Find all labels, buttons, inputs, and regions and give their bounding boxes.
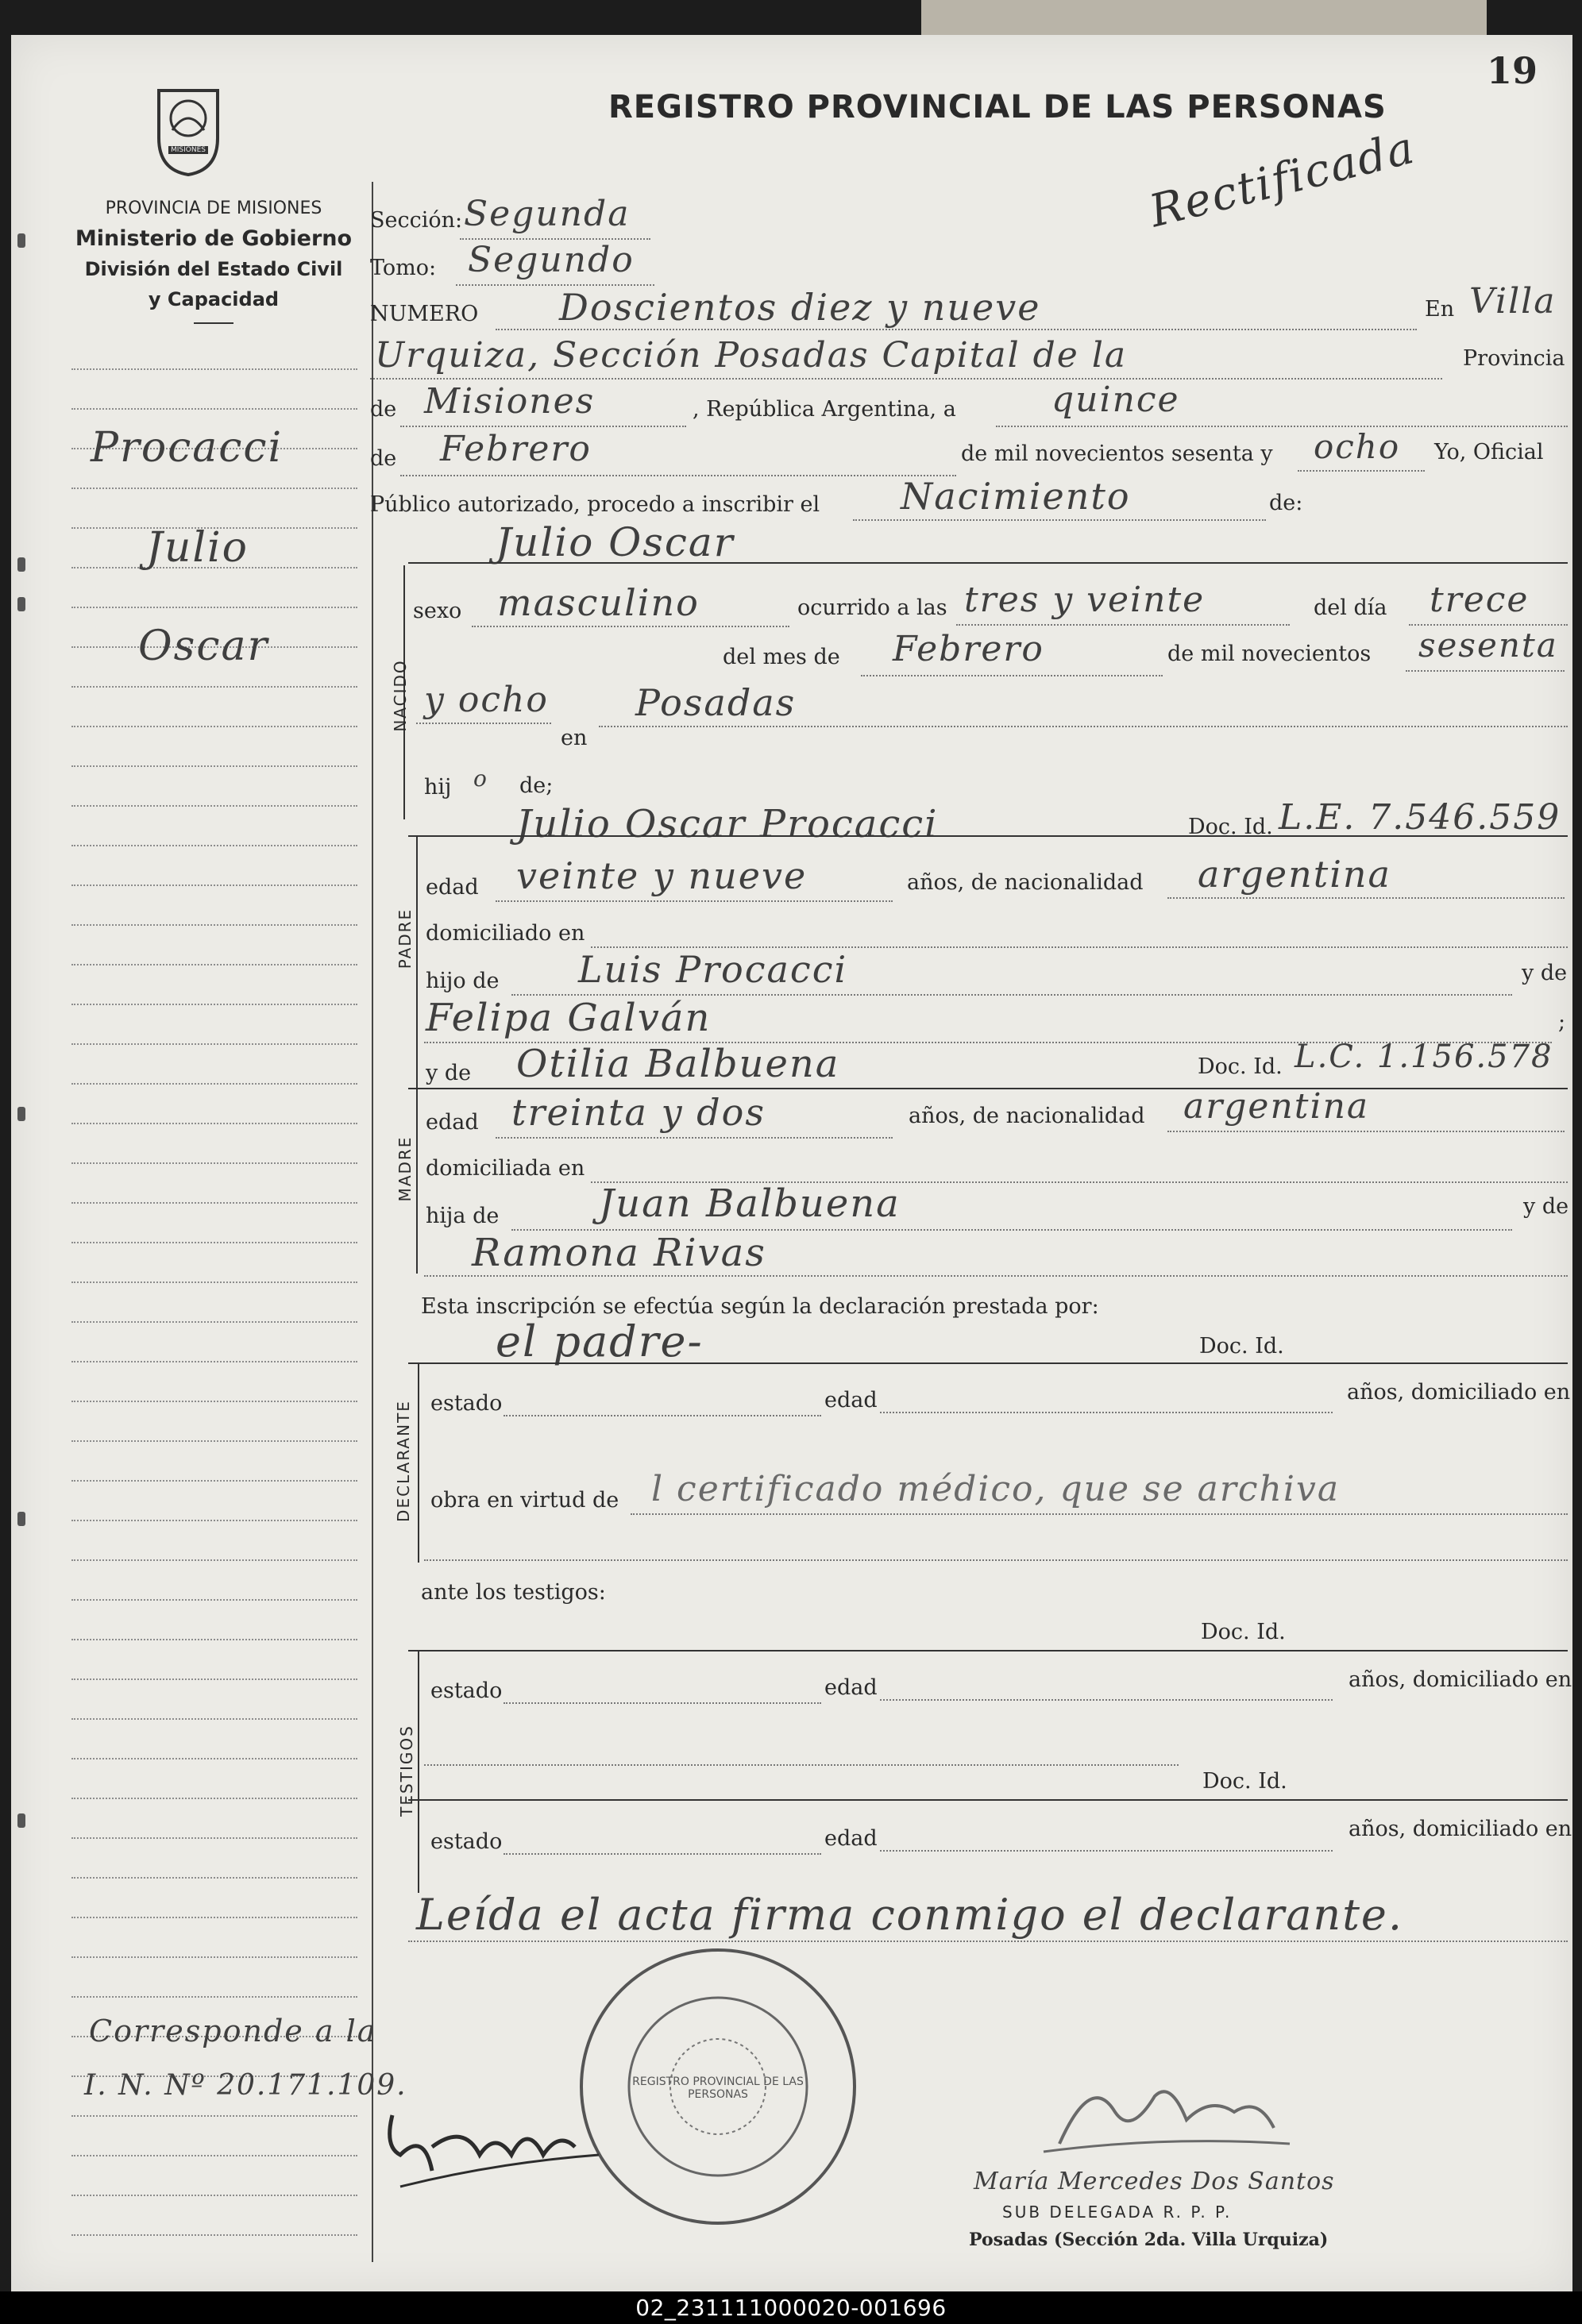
margin-rule (71, 2155, 357, 2156)
testigo2-estado-line (504, 1853, 821, 1855)
margin-rule (71, 964, 357, 965)
padre-hijo-label: hijo de (426, 969, 500, 993)
hij-label: hij (424, 775, 452, 800)
margin-rule (71, 408, 357, 410)
madre-nac-line (1167, 1131, 1565, 1132)
madre-edad-line (496, 1137, 893, 1139)
place-value: Urquiza, Sección Posadas Capital de la (375, 335, 1128, 376)
margin-rule (71, 1520, 357, 1521)
padre-madre-value: Felipa Galván (426, 996, 712, 1040)
testigo1-doc-label: Doc. Id. (1201, 1620, 1286, 1644)
org-underline (194, 322, 233, 324)
padre-bar (416, 835, 418, 1050)
margin-surname: Procacci (91, 424, 284, 472)
issuing-office (59, 194, 368, 314)
margin-rule (71, 924, 357, 926)
hora-line (956, 624, 1290, 626)
del-dia-label: del día (1314, 595, 1387, 620)
madre-yde-label-2: y de (1523, 1194, 1569, 1219)
madre-edad-value: treinta y dos (511, 1091, 766, 1134)
rule-nacido-top (408, 562, 1568, 564)
madre-label: MADRE (396, 1135, 415, 1202)
declarante-estado-label: estado (430, 1391, 503, 1416)
document-page (11, 35, 1572, 2291)
official-stamp (575, 1944, 861, 2230)
madre-madre-value: Ramona Rivas (472, 1231, 766, 1275)
testigo2-edad-label: edad (824, 1826, 878, 1851)
margin-rule (71, 1043, 357, 1045)
declarante-dom-label: años, domiciliado en (1347, 1380, 1571, 1405)
margin-rule (71, 686, 357, 688)
padre-edad-line (496, 900, 893, 902)
margin-first-name: Julio (146, 524, 249, 572)
margin-rule (71, 1837, 357, 1839)
padre-nac-label: años, de nacionalidad (907, 870, 1144, 895)
binder-hole (17, 597, 25, 611)
padre-name-value: Julio Oscar Procacci (516, 802, 939, 846)
margin-middle-name: Oscar (138, 622, 269, 670)
section-label: Sección: (370, 208, 463, 233)
declarant-signature-icon (376, 2099, 615, 2195)
closing-statement: Leída el acta firma conmigo el declarante. (416, 1890, 1404, 1940)
madre-dom-label: domiciliada en (426, 1156, 585, 1181)
madre-nac-value: argentina (1183, 1086, 1370, 1127)
margin-rule (71, 1480, 357, 1482)
del-mes-label: del mes de (723, 645, 840, 669)
year-label: de mil novecientos sesenta y (961, 441, 1273, 466)
numero-value: Doscientos diez y nueve (559, 286, 1041, 329)
en-lugar-label: en (561, 726, 588, 750)
margin-rule (71, 1123, 357, 1124)
declarante-edad-label: edad (824, 1388, 878, 1413)
hij-de-label: de; (519, 773, 554, 798)
padre-label: PADRE (396, 908, 415, 969)
padre-doc-value: L.E. 7.546.559 (1279, 797, 1561, 838)
dia-nac-value: trece (1430, 580, 1530, 620)
year-line (1298, 470, 1425, 472)
day-line (996, 426, 1568, 427)
madre-doc-value: L.C. 1.156.578 (1295, 1039, 1553, 1075)
official-signature-icon (1028, 2064, 1298, 2168)
margin-note-1: Corresponde a la (89, 2014, 377, 2048)
day-value: quince (1051, 380, 1180, 420)
madre-bar (416, 1043, 418, 1274)
sexo-label: sexo (413, 599, 462, 623)
document-title: REGISTRO PROVINCIAL DE LAS PERSONAS (608, 89, 1387, 125)
testigo2-doc-label: Doc. Id. (1202, 1769, 1287, 1794)
margin-rule (71, 1202, 357, 1204)
provincia-line (400, 426, 686, 427)
margin-rule (71, 1083, 357, 1085)
obra-line-2 (424, 1559, 1568, 1561)
testigo1-edad-label: edad (824, 1675, 878, 1700)
anio-nac-value: sesenta (1418, 626, 1558, 665)
margin-rule (71, 1281, 357, 1283)
margin-rule (71, 1162, 357, 1164)
lugar-value: Posadas (635, 681, 797, 724)
margin-rule (71, 2234, 357, 2236)
margin-rule (71, 1401, 357, 1402)
margin-rule (71, 1678, 357, 1680)
de-label: de (370, 397, 397, 422)
mes-nac-line (861, 675, 1163, 676)
provincial-seal-icon (152, 83, 224, 178)
republica-label: , República Argentina, a (693, 397, 956, 422)
padre-nac-value: argentina (1198, 853, 1391, 896)
margin-rule (71, 1321, 357, 1323)
oficial-label: Yo, Oficial (1434, 440, 1544, 464)
section-value: Segunda (464, 194, 631, 234)
de-mil-label: de mil novecientos (1167, 642, 1372, 666)
month-line (400, 475, 956, 476)
padre-semicolon: ; (1558, 1010, 1566, 1035)
margin-rule (71, 1440, 357, 1442)
footer-caption: 02_231111000020-001696 (0, 2291, 1582, 2324)
margin-rule (71, 2195, 357, 2196)
declarante-value: el padre- (496, 1316, 704, 1366)
province-name: PROVINCIA DE MISIONES (105, 198, 322, 218)
en-value: Villa (1469, 281, 1557, 322)
madre-nac-label: años, de nacionalidad (909, 1104, 1145, 1128)
testigo1-estado-line (504, 1702, 821, 1704)
margin-rule (71, 1639, 357, 1640)
place-line (370, 378, 1442, 380)
rule-testigos-top (408, 1650, 1568, 1651)
closing-line (408, 1941, 1568, 1942)
hora-value: tres y veinte (964, 580, 1206, 620)
declarante-estado-line (504, 1415, 821, 1416)
seal-text: MISIONES (170, 146, 206, 154)
tomo-label: Tomo: (370, 256, 437, 280)
lugar-line (599, 726, 1568, 727)
month-value: Febrero (440, 429, 592, 469)
margin-rule (71, 1798, 357, 1799)
margin-rule (71, 488, 357, 489)
madre-hija-label: hija de (426, 1204, 500, 1228)
publico-label: Público autorizado, procedo a inscribir el (370, 492, 820, 517)
binder-hole (17, 1813, 25, 1828)
official-office: Posadas (Sección 2da. Villa Urquiza) (969, 2230, 1329, 2250)
margin-rule (71, 1718, 357, 1720)
madre-madre-line (424, 1275, 1568, 1277)
division-name-2: y Capacidad (148, 288, 280, 310)
madre-doc-label: Doc. Id. (1198, 1054, 1283, 1079)
margin-rule (71, 1242, 357, 1243)
madre-name-value: Otilia Balbuena (516, 1042, 840, 1086)
margin-rule (71, 1996, 357, 1998)
testigo1-dom-label: años, domiciliado en (1349, 1667, 1572, 1692)
provincia-label: Provincia (1463, 346, 1565, 371)
anio-nac-line (1406, 670, 1565, 672)
official-title: SUB DELEGADA R. P. P. (1002, 2203, 1233, 2222)
padre-yde-label: y de (1522, 961, 1568, 985)
testigos-vertical-label: TESTIGOS (397, 1725, 416, 1817)
binder-hole (17, 233, 25, 248)
numero-label: NUMERO (370, 302, 479, 326)
testigos-bar (418, 1650, 419, 1893)
testigo1-estado-label: estado (430, 1678, 503, 1703)
madre-padre-value: Juan Balbuena (599, 1181, 901, 1226)
binder-hole (17, 1512, 25, 1526)
en-label: En (1425, 297, 1455, 322)
year-value: ocho (1314, 427, 1401, 466)
margin-rule (71, 1599, 357, 1601)
declarante-doc-label: Doc. Id. (1199, 1334, 1284, 1359)
stamp-text: REGISTRO PROVINCIAL DE LAS PERSONAS (632, 2075, 804, 2101)
testigos-label: ante los testigos: (421, 1580, 606, 1605)
declarante-bar (418, 1362, 419, 1563)
declaracion-label: Esta inscripción se efectúa según la declaración prestada por: (421, 1294, 1099, 1319)
ocurrido-label: ocurrido a las (797, 595, 947, 620)
testigo2-estado-label: estado (430, 1829, 503, 1854)
margin-rule (71, 368, 357, 370)
margin-rule (71, 845, 357, 846)
margin-rule (71, 1917, 357, 1918)
child-name-value: Julio Oscar (496, 519, 735, 565)
padre-edad-value: veinte y nueve (516, 854, 808, 897)
margin-rule (71, 2115, 357, 2117)
padre-padre-value: Luis Procacci (578, 948, 848, 991)
rule-madre-top (408, 1088, 1568, 1089)
act-type-value: Nacimiento (901, 475, 1131, 518)
de-mes-label: de (370, 446, 397, 471)
testigo2-edad-line (880, 1850, 1333, 1852)
mes-nac-value: Febrero (893, 629, 1044, 669)
margin-rule (71, 1877, 357, 1879)
provincia-value: Misiones (424, 381, 596, 422)
page-number: 19 (1487, 49, 1538, 92)
padre-nac-line (1167, 897, 1565, 899)
tomo-value: Segundo (468, 240, 635, 280)
division-name: División del Estado Civil (84, 258, 343, 280)
binder-hole (17, 557, 25, 572)
rectification-annotation: Rectificada (1144, 121, 1421, 238)
ministry-name: Ministerio de Gobierno (75, 226, 353, 251)
margin-rule (71, 726, 357, 727)
margin-rule (71, 1004, 357, 1005)
binder-hole (17, 1107, 25, 1121)
official-name: María Mercedes Dos Santos (974, 2168, 1335, 2195)
margin-rule (71, 885, 357, 886)
anio-nac-cont: y ocho (424, 680, 549, 720)
testigo2-name-line (424, 1764, 1179, 1766)
testigo1-edad-line (880, 1699, 1333, 1701)
margin-rule (71, 765, 357, 767)
de-colon-label: de: (1269, 491, 1303, 515)
hij-suffix: o (473, 765, 488, 792)
margin-rule (71, 1559, 357, 1561)
margin-rule (71, 1758, 357, 1759)
padre-dom-label: domiciliado en (426, 921, 585, 946)
padre-edad-label: edad (426, 875, 479, 900)
margin-rule (71, 1956, 357, 1958)
anio-nac-cont-line (416, 723, 551, 724)
testigo2-dom-label: años, domiciliado en (1349, 1817, 1572, 1841)
obra-value: l certificado médico, que se archiva (651, 1469, 1341, 1509)
declarante-label: DECLARANTE (394, 1400, 413, 1522)
madre-edad-label: edad (426, 1110, 479, 1135)
numero-line (496, 329, 1417, 330)
margin-rule (71, 607, 357, 608)
obra-label: obra en virtud de (430, 1488, 619, 1513)
sexo-line (472, 626, 789, 627)
rule-testigo2 (408, 1799, 1568, 1801)
madre-yde-label: y de (426, 1061, 472, 1085)
margin-rule (71, 805, 357, 807)
rule-padre-top (408, 835, 1568, 837)
margin-note-2: I. N. Nº 20.171.109. (84, 2069, 407, 2102)
margin-rule (71, 1361, 357, 1362)
act-type-line (853, 519, 1266, 521)
padre-doc-label: Doc. Id. (1188, 815, 1273, 839)
rule-declarante-top (408, 1362, 1568, 1364)
nacido-label: NACIDO (391, 659, 410, 732)
sexo-value: masculino (497, 581, 700, 624)
declarante-edad-line (880, 1412, 1333, 1413)
obra-line (631, 1513, 1568, 1515)
